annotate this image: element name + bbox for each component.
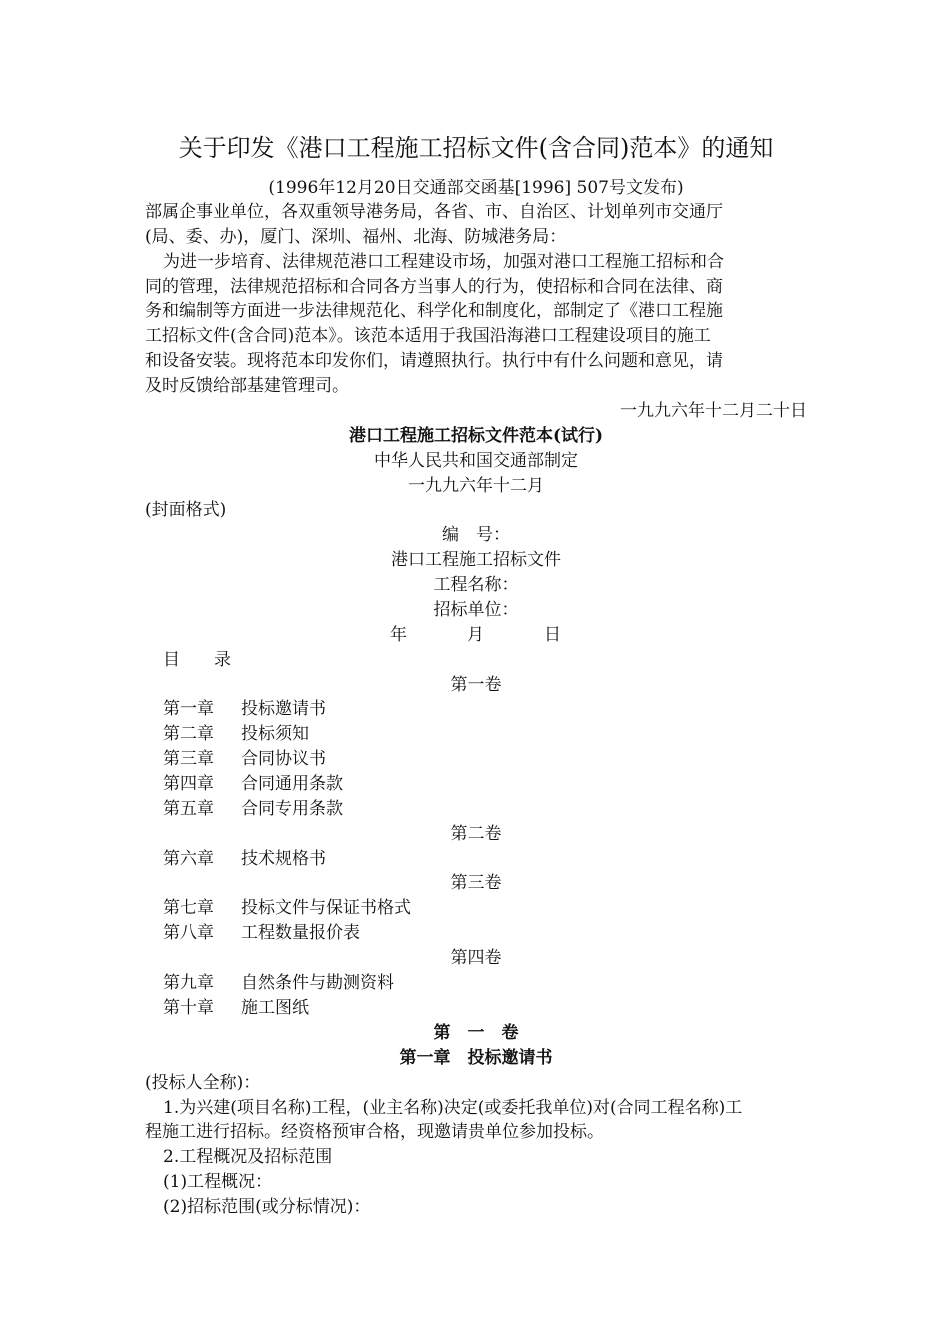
toc-entry-title: 投标文件与保证书格式	[241, 898, 411, 918]
toc-entry	[145, 921, 825, 946]
toc-entry-title: 技术规格书	[241, 849, 326, 869]
notice-body-line-3: 务和编制等方面进一步法律规范化、科学化和制度化，部制定了《港口工程施	[145, 301, 723, 321]
toc-entry	[145, 971, 825, 996]
notice-body-line-4: 工招标文件(含合同)范本》。该范本适用于我国沿海港口工程建设项目的施工	[145, 326, 711, 346]
template-title: 港口工程施工招标文件范本(试行)	[348, 426, 604, 446]
toc-entry-number: 第六章	[163, 849, 214, 869]
item-1-line-1: 1.为兴建(项目名称)工程，(业主名称)决定(或委托我单位)对(合同工程名称)工	[163, 1098, 743, 1118]
cover-doc-name: 港口工程施工招标文件	[391, 550, 561, 570]
cover-date-month: 月	[467, 625, 484, 645]
toc-entry	[145, 697, 825, 722]
volume-1-heading: 第 一 卷	[433, 1023, 519, 1043]
notice-recipients-line-1: 部属企事业单位，各双重领导港务局，各省、市、自治区、计划单列市交通厅	[145, 202, 723, 222]
cover-date-day: 日	[544, 625, 561, 645]
toc-entry-title: 自然条件与勘测资料	[241, 973, 394, 993]
toc-volume-3: 第三卷	[450, 873, 502, 893]
salutation: (投标人全称)：	[145, 1073, 261, 1093]
toc-entry-number: 第五章	[163, 799, 214, 819]
cover-date-year: 年	[390, 625, 407, 645]
toc-entry-title: 工程数量报价表	[241, 923, 360, 943]
toc-entry-title: 施工图纸	[241, 998, 309, 1018]
template-date: 一九九六年十二月	[408, 476, 544, 496]
cover-tenderer: 招标单位：	[433, 600, 519, 620]
cover-number: 编 号：	[442, 525, 510, 545]
toc-entry-number: 第一章	[163, 699, 214, 719]
toc-entry	[145, 722, 825, 747]
toc-entry-number: 第八章	[163, 923, 214, 943]
chapter-1-heading: 第一章 投标邀请书	[399, 1048, 553, 1068]
item-2-1: (1)工程概况：	[163, 1172, 273, 1192]
notice-issue-info: (1996年12月20日交通部交函基[1996] 507号文发布)	[268, 178, 684, 198]
item-2-2: (2)招标范围(或分标情况)：	[163, 1197, 371, 1217]
toc-volume-4: 第四卷	[450, 948, 502, 968]
toc-volume-2: 第二卷	[450, 824, 502, 844]
item-2: 2.工程概况及招标范围	[163, 1147, 333, 1167]
toc-entry	[145, 896, 825, 921]
toc-entry	[145, 847, 825, 872]
cover-project: 工程名称：	[433, 575, 519, 595]
toc-entry-number: 第十章	[163, 998, 214, 1018]
toc-entry-title: 合同通用条款	[241, 774, 343, 794]
toc-entry-number: 第九章	[163, 973, 214, 993]
notice-date: 一九九六年十二月二十日	[620, 401, 807, 421]
notice-title: 关于印发《港口工程施工招标文件(含合同)范本》的通知	[178, 134, 774, 162]
toc-entry	[145, 996, 825, 1021]
toc-entry-number: 第四章	[163, 774, 214, 794]
toc-entry	[145, 772, 825, 797]
template-issuer: 中华人民共和国交通部制定	[374, 451, 578, 471]
toc-volume-1: 第一卷	[450, 675, 502, 695]
toc-entry-title: 投标须知	[241, 724, 309, 744]
toc-entry-title: 投标邀请书	[241, 699, 326, 719]
toc-entry-title: 合同专用条款	[241, 799, 343, 819]
toc-heading: 目 录	[163, 650, 231, 670]
toc-entry-number: 第七章	[163, 898, 214, 918]
toc-entry	[145, 797, 825, 822]
notice-recipients-line-2: (局、委、办)，厦门、深圳、福州、北海、防城港务局：	[145, 227, 567, 247]
notice-body-line-5: 和设备安装。现将范本印发你们，请遵照执行。执行中有什么问题和意见，请	[145, 351, 723, 371]
toc-entry	[145, 747, 825, 772]
notice-body-line-6: 及时反馈给部基建管理司。	[145, 376, 349, 396]
notice-body-line-1: 为进一步培育、法律规范港口工程建设市场，加强对港口工程施工招标和合	[163, 252, 724, 272]
cover-label: (封面格式)	[145, 500, 227, 520]
item-1-line-2: 程施工进行招标。经资格预审合格，现邀请贵单位参加投标。	[145, 1122, 604, 1142]
toc-entry-title: 合同协议书	[241, 749, 326, 769]
toc-entry-number: 第二章	[163, 724, 214, 744]
toc-entry-number: 第三章	[163, 749, 214, 769]
notice-body-line-2: 同的管理，法律规范招标和合同各方当事人的行为，使招标和合同在法律、商	[145, 277, 723, 297]
